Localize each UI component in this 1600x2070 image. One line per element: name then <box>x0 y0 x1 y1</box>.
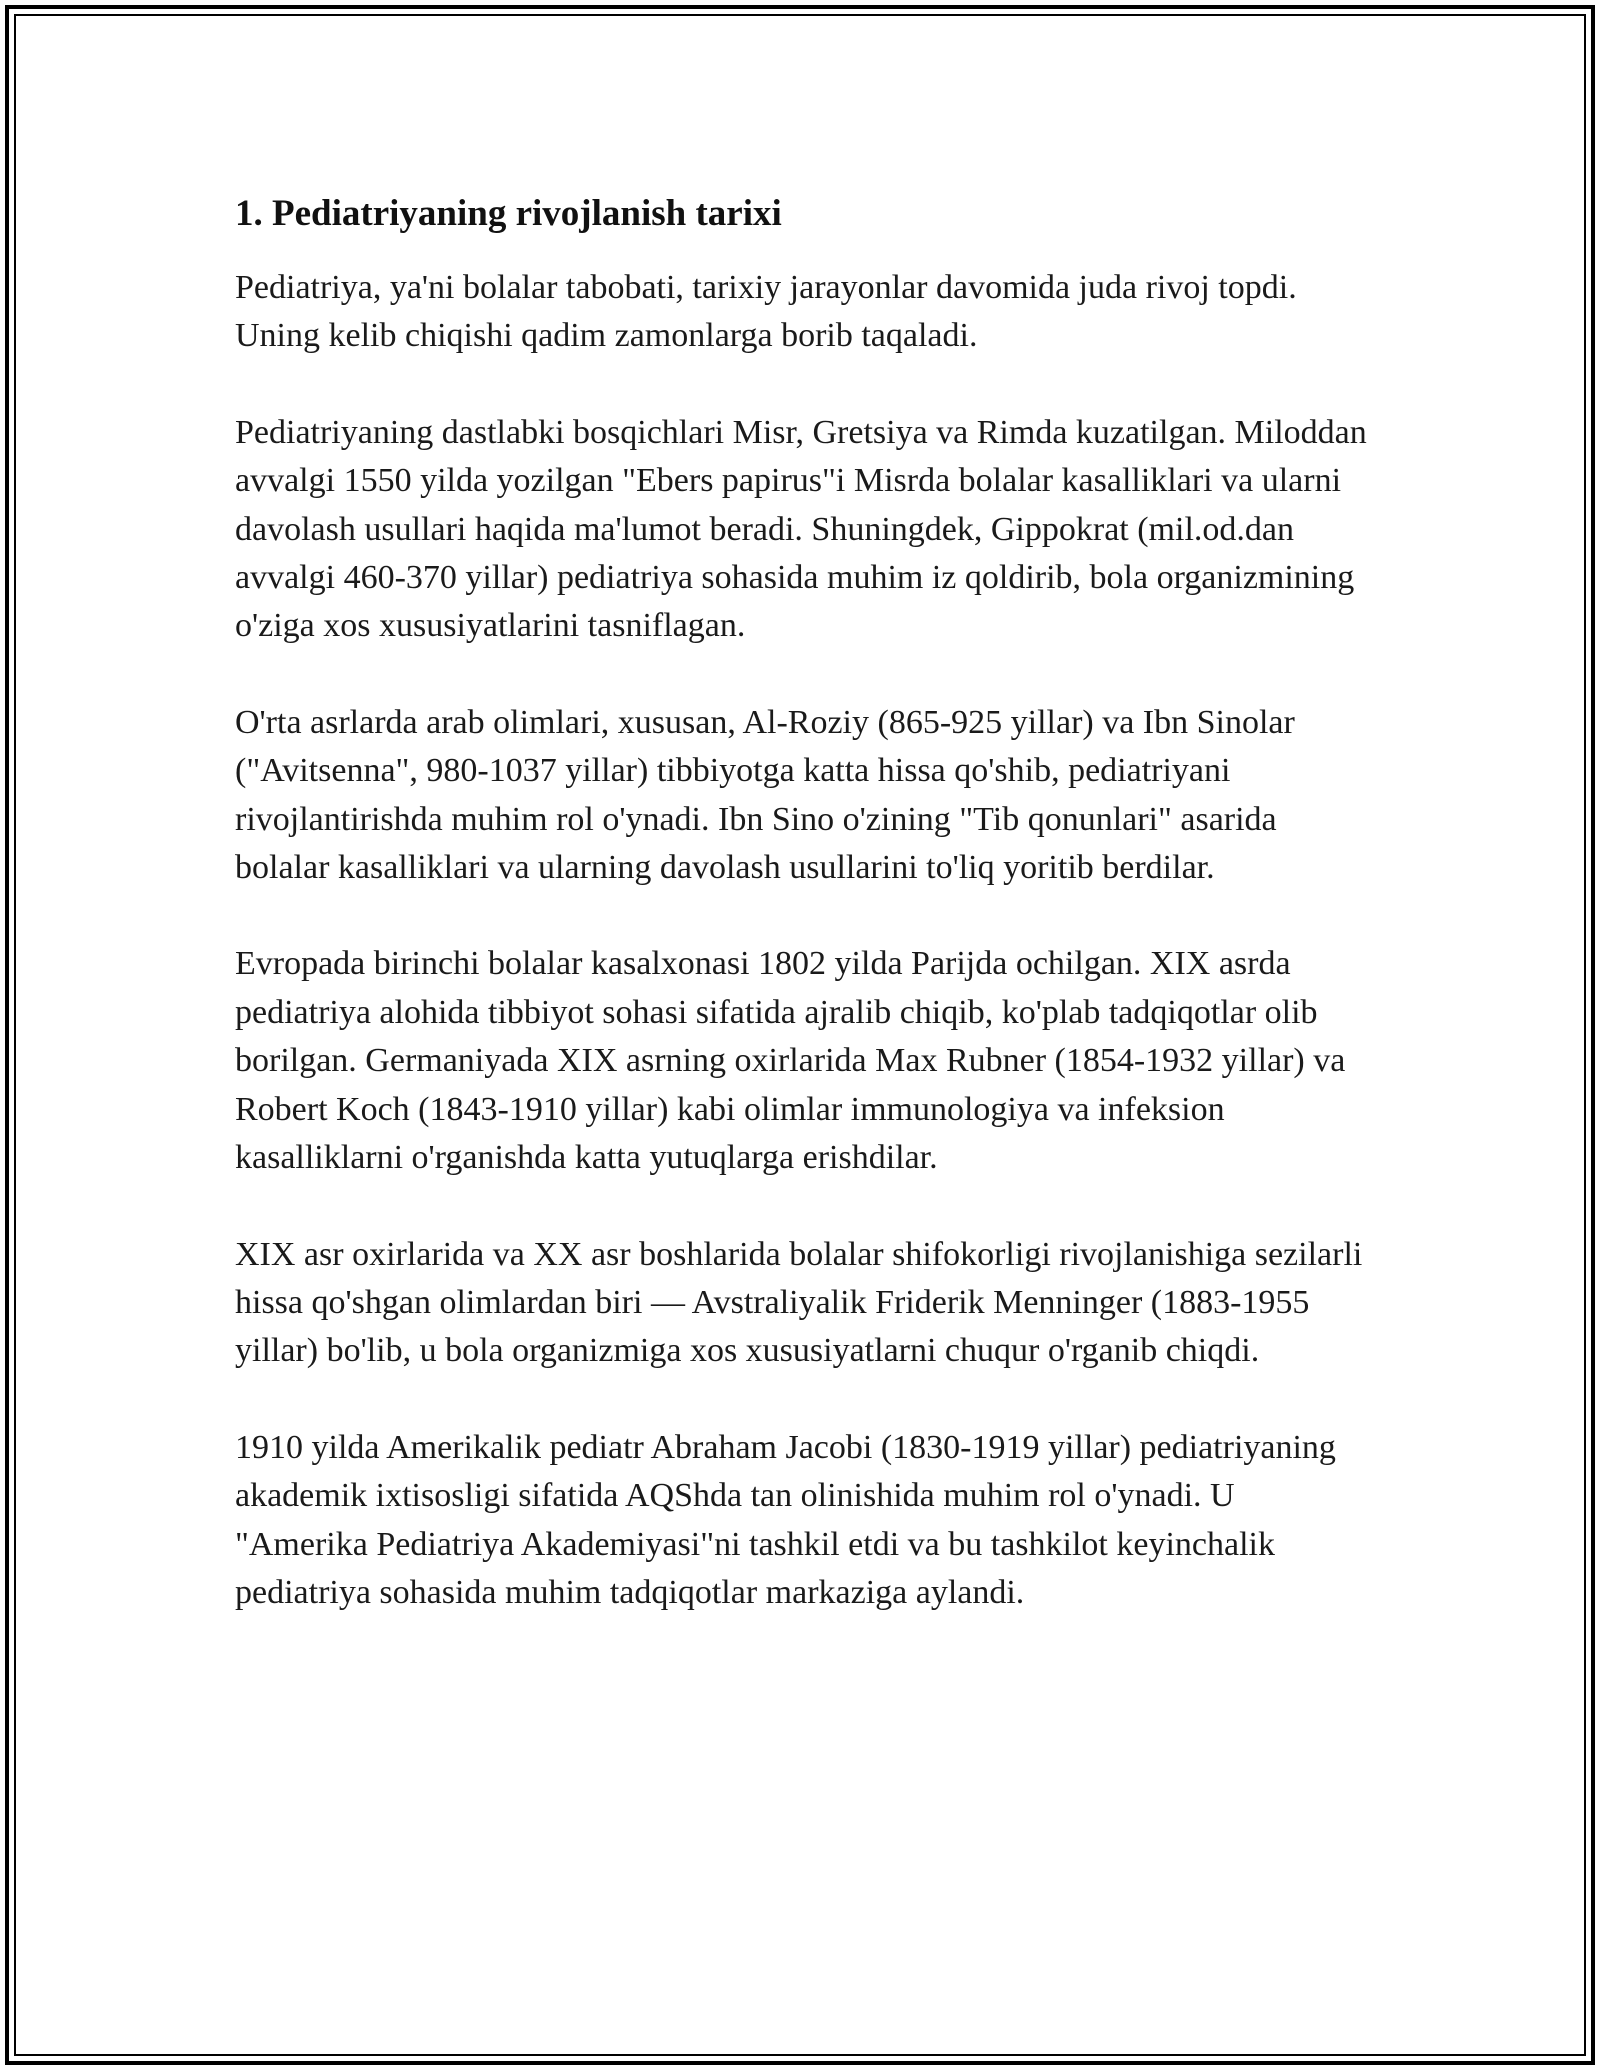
paragraph-jacobi: 1910 yilda Amerikalik pediatr Abraham Jacobi (1830-1919 yillar) pediatriyaning akademik ixtisosligi sifatida AQShda tan olinishida muhim rol o'ynadi. U "Amerika Pediatriya Akademiyasi"ni tashkil etdi va bu tashkilot keyinchalik pediatriya sohasida muhim tadqiqotlar markaziga aylandi. <box>235 1428 1336 1611</box>
section-heading: 1. Pediatriyaning rivojlanish tarixi <box>235 193 782 234</box>
paragraph-ancient-history: Pediatriyaning dastlabki bosqichlari Misr, Gretsiya va Rimda kuzatilgan. Miloddan avvalgi 1550 yilda yozilgan "Ebers papirus"i Misrda bolalar kasalliklari va ularni davolash usullari haqida ma'lumot beradi. Shuningdek, Gippokrat (mil.od.dan avvalgi 460-370 yillar) pediatriya sohasida muhim iz qoldirib, bola organizmining o'ziga xos xususiyatlarini tasniflagan. <box>235 413 1367 645</box>
paragraph-europe: Evropada birinchi bolalar kasalxonasi 1802 yilda Parijda ochilgan. XIX asrda pediatriya alohida tibbiyot sohasi sifatida ajralib chiqib, ko'plab tadqiqotlar olib borilgan. Germaniyada XIX asrning oxirlarida Max Rubner (1854-1932 yillar) va Robert Koch (1843-1910 yillar) kabi olimlar immunologiya va infeksion kasalliklarni o'rganishda katta yutuqlarga erishdilar. <box>235 945 1346 1177</box>
paragraph-middle-ages: O'rta asrlarda arab olimlari, xususan, Al-Roziy (865-925 yillar) va Ibn Sinolar ("Avitsenna", 980-1037 yillar) tibbiyotga katta hissa qo'shib, pediatriyani rivojlantirishda muhim rol o'ynadi. Ibn Sino o'zining "Tib qonunlari" asarida bolalar kasalliklari va ularning davolash usullarini to'liq yoritib berdilar. <box>235 703 1295 887</box>
document-body <box>235 190 1375 1665</box>
paragraph-intro: Pediatriya, ya'ni bolalar tabobati, tarixiy jarayonlar davomida juda rivoj topdi. Uning kelib chiqishi qadim zamonlarga borib taqaladi. <box>235 269 1297 355</box>
paragraph-menninger: XIX asr oxirlarida va XX asr boshlarida bolalar shifokorligi rivojlanishiga sezilarli hissa qo'shgan olimlardan biri — Avstraliyalik Friderik Menninger (1883-1955 yillar) bo'lib, u bola organizmiga xos xususiyatlarni chuqur o'rganib chiqdi. <box>235 1235 1363 1370</box>
